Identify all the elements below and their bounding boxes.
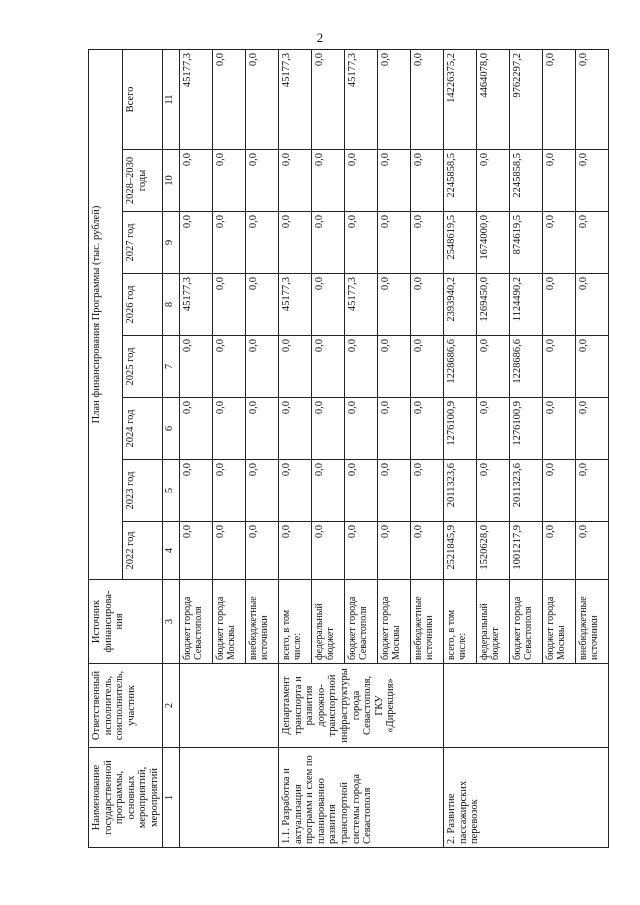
amount-cell: 0,0 <box>312 150 345 212</box>
amount-cell: 0,0 <box>411 49 444 149</box>
amount-cell: 0,0 <box>312 274 345 336</box>
amount-cell: 1001217,9 <box>510 522 543 580</box>
column-number: 3 <box>163 580 180 664</box>
header-year: 2027 год <box>123 212 163 274</box>
funding-source: бюджет города Москвы <box>213 580 246 664</box>
amount-cell: 0,0 <box>345 150 378 212</box>
amount-cell: 0,0 <box>411 336 444 398</box>
measure-name <box>180 748 279 848</box>
amount-cell: 0,0 <box>378 212 411 274</box>
amount-cell: 0,0 <box>543 398 576 460</box>
page-number: 2 <box>316 30 324 45</box>
amount-cell: 0,0 <box>543 49 576 149</box>
amount-cell: 1228686,6 <box>510 336 543 398</box>
financing-plan-table <box>88 49 609 848</box>
amount-cell: 0,0 <box>279 336 312 398</box>
amount-cell: 0,0 <box>246 460 279 522</box>
column-number: 4 <box>163 522 180 580</box>
responsible-executor: Департамент транспорта и развития дорожно-транспортной инфраструктуры города Севастополя, ГКУ «Дирекция» <box>279 664 444 748</box>
amount-cell: 0,0 <box>411 522 444 580</box>
amount-cell: 0,0 <box>378 150 411 212</box>
amount-cell: 0,0 <box>180 212 213 274</box>
header-year: 2022 год <box>123 522 163 580</box>
amount-cell: 0,0 <box>213 336 246 398</box>
funding-source: всего, в том числе: <box>279 580 312 664</box>
header-source: Источник финансирова-ния <box>89 580 163 664</box>
measure-name: 2. Развитие пассажирских перевозок <box>444 748 609 848</box>
funding-source: бюджет города Москвы <box>378 580 411 664</box>
rotated-page <box>88 50 601 848</box>
amount-cell: 0,0 <box>279 398 312 460</box>
amount-cell: 0,0 <box>213 522 246 580</box>
amount-cell: 0,0 <box>543 522 576 580</box>
amount-cell: 0,0 <box>312 212 345 274</box>
amount-cell: 0,0 <box>213 398 246 460</box>
amount-cell: 0,0 <box>543 336 576 398</box>
funding-source: федеральный бюджет <box>477 580 510 664</box>
table-row <box>444 49 477 847</box>
amount-cell: 0,0 <box>312 522 345 580</box>
amount-cell: 0,0 <box>312 49 345 149</box>
column-number: 5 <box>163 460 180 522</box>
column-number: 1 <box>163 748 180 848</box>
funding-source: внебюджетные источники <box>246 580 279 664</box>
amount-cell: 2548619,5 <box>444 212 477 274</box>
amount-cell: 45177,3 <box>180 274 213 336</box>
amount-cell: 1674000,0 <box>477 212 510 274</box>
header-year: 2025 год <box>123 336 163 398</box>
column-number: 8 <box>163 274 180 336</box>
column-number: 7 <box>163 336 180 398</box>
funding-source: бюджет города Москвы <box>543 580 576 664</box>
responsible-executor <box>180 664 279 748</box>
amount-cell: 2011323,6 <box>444 460 477 522</box>
amount-cell: 45177,3 <box>279 274 312 336</box>
measure-name: 1.1. Разработка и актуализация программ и схем по планированию развития транспортной системы города Севастополя <box>279 748 444 848</box>
amount-cell: 2245858,5 <box>510 150 543 212</box>
header-year: 2024 год <box>123 398 163 460</box>
amount-cell: 45177,3 <box>345 274 378 336</box>
amount-cell: 0,0 <box>180 460 213 522</box>
amount-cell: 0,0 <box>213 49 246 149</box>
column-number: 10 <box>163 150 180 212</box>
amount-cell: 0,0 <box>576 522 609 580</box>
funding-source: бюджет города Севастополя <box>510 580 543 664</box>
funding-source: внебюджетные источники <box>411 580 444 664</box>
amount-cell: 45177,3 <box>279 49 312 149</box>
amount-cell: 0,0 <box>345 398 378 460</box>
amount-cell: 0,0 <box>576 274 609 336</box>
amount-cell: 0,0 <box>378 336 411 398</box>
amount-cell: 0,0 <box>180 150 213 212</box>
amount-cell: 0,0 <box>576 460 609 522</box>
amount-cell: 0,0 <box>279 212 312 274</box>
amount-cell: 0,0 <box>411 150 444 212</box>
amount-cell: 0,0 <box>411 274 444 336</box>
amount-cell: 0,0 <box>246 49 279 149</box>
amount-cell: 0,0 <box>576 336 609 398</box>
amount-cell: 0,0 <box>477 336 510 398</box>
amount-cell: 0,0 <box>180 336 213 398</box>
amount-cell: 0,0 <box>477 460 510 522</box>
funding-source: бюджет города Севастополя <box>180 580 213 664</box>
amount-cell: 0,0 <box>279 150 312 212</box>
amount-cell: 9762297,2 <box>510 49 543 149</box>
amount-cell: 14226375,2 <box>444 49 477 149</box>
amount-cell: 874619,5 <box>510 212 543 274</box>
amount-cell: 2245858,5 <box>444 150 477 212</box>
rotated-content <box>88 50 601 848</box>
amount-cell: 0,0 <box>312 460 345 522</box>
amount-cell: 1124490,2 <box>510 274 543 336</box>
amount-cell: 0,0 <box>477 398 510 460</box>
amount-cell: 0,0 <box>576 150 609 212</box>
column-number: 2 <box>163 664 180 748</box>
amount-cell: 0,0 <box>312 336 345 398</box>
funding-source: внебюджетные источники <box>576 580 609 664</box>
amount-cell: 0,0 <box>543 212 576 274</box>
column-number: 6 <box>163 398 180 460</box>
amount-cell: 0,0 <box>312 398 345 460</box>
table-row <box>180 49 213 847</box>
amount-cell: 0,0 <box>411 460 444 522</box>
amount-cell: 0,0 <box>213 274 246 336</box>
header-name: Наименование государственной программы, основных мероприятий, мероприятий <box>89 748 163 848</box>
amount-cell: 0,0 <box>378 460 411 522</box>
amount-cell: 0,0 <box>378 522 411 580</box>
header-year: 2026 год <box>123 274 163 336</box>
amount-cell: 0,0 <box>411 398 444 460</box>
header-year: 2023 год <box>123 460 163 522</box>
amount-cell: 1520628,0 <box>477 522 510 580</box>
amount-cell: 2521845,9 <box>444 522 477 580</box>
amount-cell: 0,0 <box>246 398 279 460</box>
amount-cell: 0,0 <box>576 398 609 460</box>
amount-cell: 1276100,9 <box>444 398 477 460</box>
amount-cell: 0,0 <box>477 150 510 212</box>
amount-cell: 0,0 <box>246 336 279 398</box>
amount-cell: 0,0 <box>246 212 279 274</box>
amount-cell: 0,0 <box>345 522 378 580</box>
column-number: 11 <box>163 49 180 149</box>
header-responsible: Ответственный исполнитель, соисполнитель, участник <box>89 664 163 748</box>
amount-cell: 0,0 <box>279 522 312 580</box>
amount-cell: 0,0 <box>246 150 279 212</box>
amount-cell: 0,0 <box>213 212 246 274</box>
amount-cell: 1269450,0 <box>477 274 510 336</box>
amount-cell: 0,0 <box>576 212 609 274</box>
amount-cell: 0,0 <box>213 150 246 212</box>
amount-cell: 2393940,2 <box>444 274 477 336</box>
amount-cell: 1228686,6 <box>444 336 477 398</box>
amount-cell: 0,0 <box>345 460 378 522</box>
column-number: 9 <box>163 212 180 274</box>
responsible-executor <box>444 664 609 748</box>
amount-cell: 0,0 <box>378 49 411 149</box>
amount-cell: 0,0 <box>411 212 444 274</box>
amount-cell: 0,0 <box>246 274 279 336</box>
amount-cell: 0,0 <box>279 460 312 522</box>
header-year: 2028–2030 годы <box>123 150 163 212</box>
funding-source: федеральный бюджет <box>312 580 345 664</box>
amount-cell: 4464078,0 <box>477 49 510 149</box>
amount-cell: 1276100,9 <box>510 398 543 460</box>
header-plan-title: План финансирования Программы (тыс. рублей) <box>89 49 123 579</box>
amount-cell: 0,0 <box>543 460 576 522</box>
amount-cell: 0,0 <box>345 336 378 398</box>
amount-cell: 0,0 <box>345 212 378 274</box>
amount-cell: 2011323,6 <box>510 460 543 522</box>
amount-cell: 0,0 <box>543 150 576 212</box>
funding-source: бюджет города Севастополя <box>345 580 378 664</box>
amount-cell: 0,0 <box>543 274 576 336</box>
amount-cell: 0,0 <box>180 522 213 580</box>
amount-cell: 0,0 <box>576 49 609 149</box>
amount-cell: 45177,3 <box>345 49 378 149</box>
amount-cell: 0,0 <box>246 522 279 580</box>
amount-cell: 0,0 <box>378 274 411 336</box>
amount-cell: 0,0 <box>378 398 411 460</box>
amount-cell: 0,0 <box>180 398 213 460</box>
amount-cell: 45177,3 <box>180 49 213 149</box>
funding-source: всего, в том числе: <box>444 580 477 664</box>
amount-cell: 0,0 <box>213 460 246 522</box>
header-year: Всего <box>123 49 163 149</box>
table-row <box>279 49 312 847</box>
